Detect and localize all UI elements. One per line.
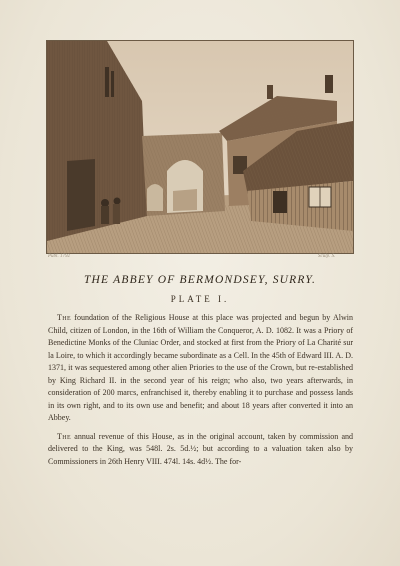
abbey-gateway-engraving bbox=[47, 41, 353, 253]
engraving-plate bbox=[46, 40, 354, 254]
plate-number: PLATE I. bbox=[170, 294, 230, 304]
paragraph-foundation bbox=[48, 312, 353, 425]
paragraph-body: annual revenue of this House, as in the original account, taken by commission and delivered to the King, was 548l. 2s. 5d.½; but according to a valuation taken also by Commissioners in 26th Henry VIII. 474l. 14s. 4d½. The for- bbox=[48, 431, 353, 466]
paragraph-body: foundation of the Religious House at this place was projected and begun by Alwin Child, citizen of London, in the 16th of William the Conqueror, A. D. 1082. It was a Priory of Benedictine Monks of the Cluniac Order, and stocked at first from the Priory of La Charité sur la Loire, to which it accordingly became subordinate as a Cell. In the 45th of Edward III. A. D. 1371, it was sequestered among other alien Priories to the use of the Crown, but re-established by King Richard II. in the second year of his reign; who also, two years afterwards, in consideration of 200 marcs, enfranchised it, thereby enabling it to purchase and possess lands in its own right, and to its own use and benefit; and about 18 years after converted it into an Abbey. bbox=[48, 313, 353, 422]
plate-imprint-left: Publ. 1792 bbox=[48, 254, 70, 259]
plate-imprint-right: Sculp. S. bbox=[318, 254, 336, 259]
plate-title: THE ABBEY OF BERMONDSEY, SURRY. bbox=[83, 274, 317, 286]
paragraph-lead: The bbox=[57, 313, 72, 322]
paragraph-revenue bbox=[48, 431, 353, 469]
paragraph-lead: The bbox=[57, 431, 72, 441]
description-text bbox=[48, 312, 353, 474]
